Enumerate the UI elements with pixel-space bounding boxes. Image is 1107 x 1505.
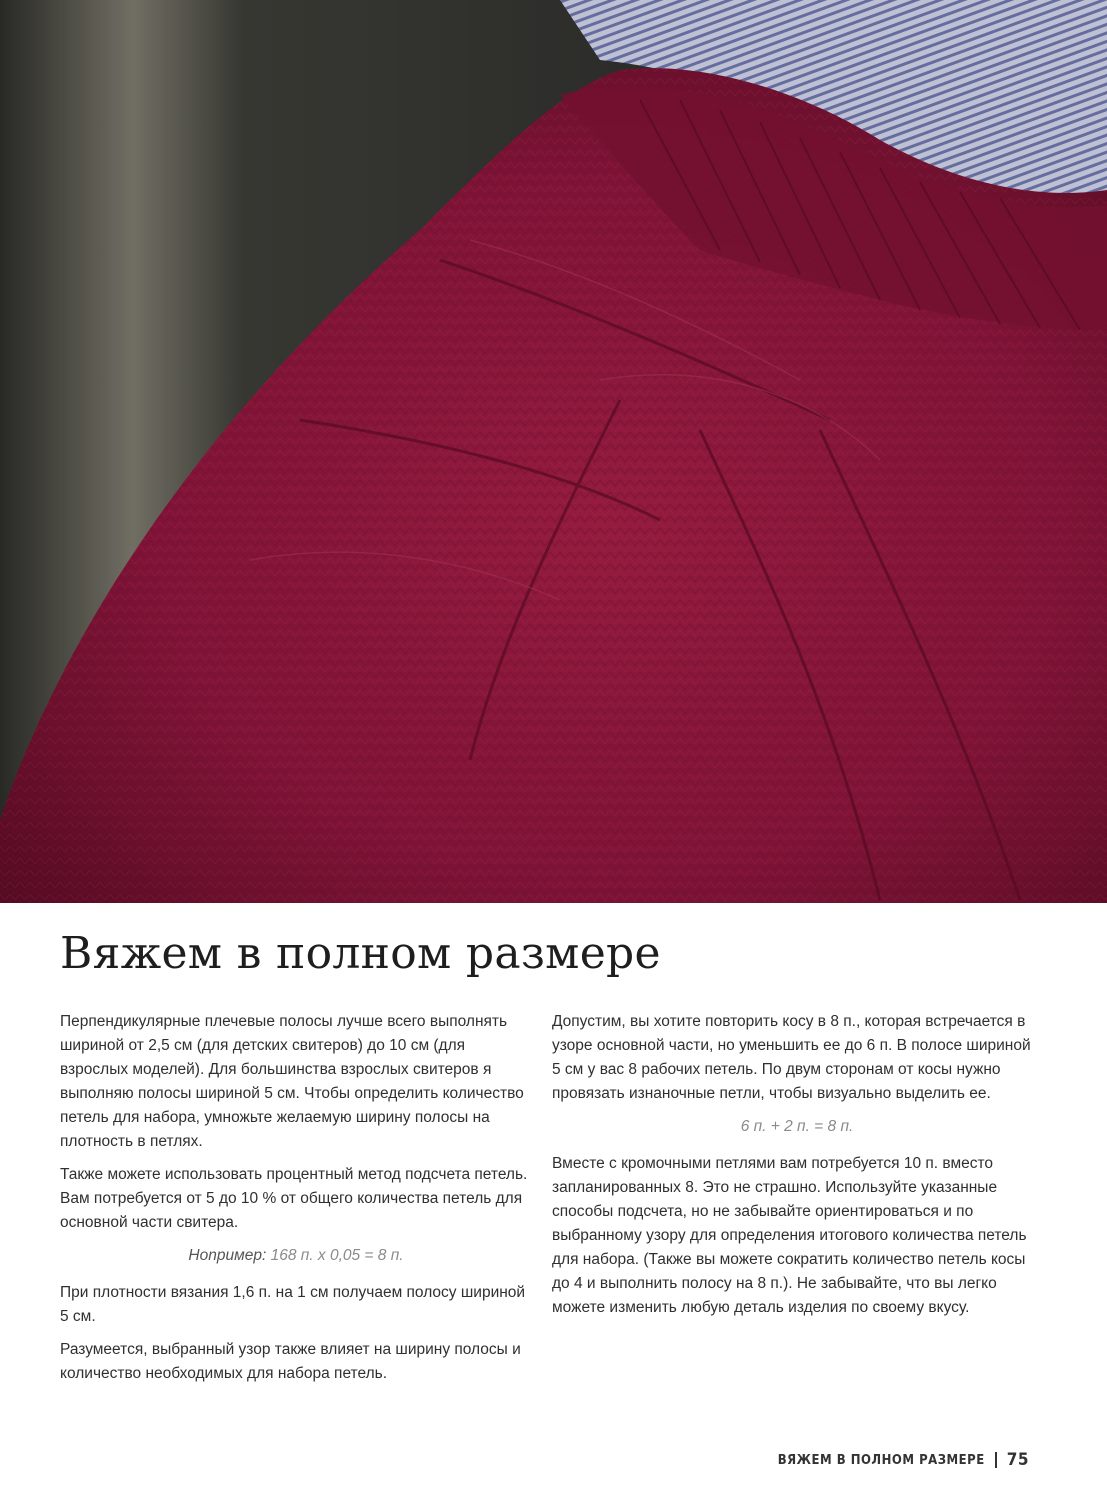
example-formula (60, 1244, 532, 1268)
page-number: 75 (1006, 1450, 1029, 1470)
right-paragraph-2: Вместе с кромочными петлями вам потребуется 10 п. вместо запланированных 8. Это не страшно. Используйте указанные способы подсчета, но не забывайте ориентироваться и по выбранному узору для определения итогового количества петель для набора. (Также вы можете сократить количество петель косы до 4 и выполнить полосу на 8 п.). Не забывайте, что вы легко можете изменить любую деталь изделия по своему вкусу. (552, 1155, 1027, 1316)
footer-section-title: ВЯЖЕМ В ПОЛНОМ РАЗМЕРЕ (777, 1452, 985, 1468)
left-column (60, 1010, 532, 1395)
right-column (552, 1010, 1042, 1329)
left-paragraph-3: При плотности вязания 1,6 п. на 1 см получаем полосу шириной 5 см. (60, 1284, 526, 1325)
right-paragraph-1: Допустим, вы хотите повторить косу в 8 п., которая встречается в узоре основной части, но уменьшить ее до 6 п. В полосе шириной 5 см у вас 8 рабочих петель. По двум сторонам от косы нужно провязать изнаночные петли, чтобы визуально выделить ее. (552, 1013, 1031, 1102)
left-paragraph-2: Также можете использовать процентный метод подсчета петель. Вам потребуется от 5 до 10 % от общего количества петель для основной части свитера. (60, 1166, 528, 1231)
page-footer (778, 1450, 1029, 1470)
example-formula-text: 168 п. х 0,05 = 8 п. (270, 1247, 404, 1264)
left-paragraph-4: Разумеется, выбранный узор также влияет на ширину полосы и количество необходимых для набора петель. (60, 1341, 521, 1382)
example-label: Ноnример: (188, 1247, 267, 1264)
left-paragraph-1: Перпендикулярные плечевые полосы лучше всего выполнять шириной от 2,5 см (для детских свитеров) до 10 см (для взрослых моделей). Для большинства взрослых свитеров я выполняю полосы шириной 5 см. Чтобы определить количество петель для набора, умножьте желаемую ширину полосы на плотность в петлях. (60, 1013, 524, 1150)
page-title: Вяжем в полном размере (60, 928, 661, 979)
cable-formula: 6 п. + 2 п. = 8 п. (740, 1118, 854, 1135)
footer-divider (995, 1452, 997, 1468)
